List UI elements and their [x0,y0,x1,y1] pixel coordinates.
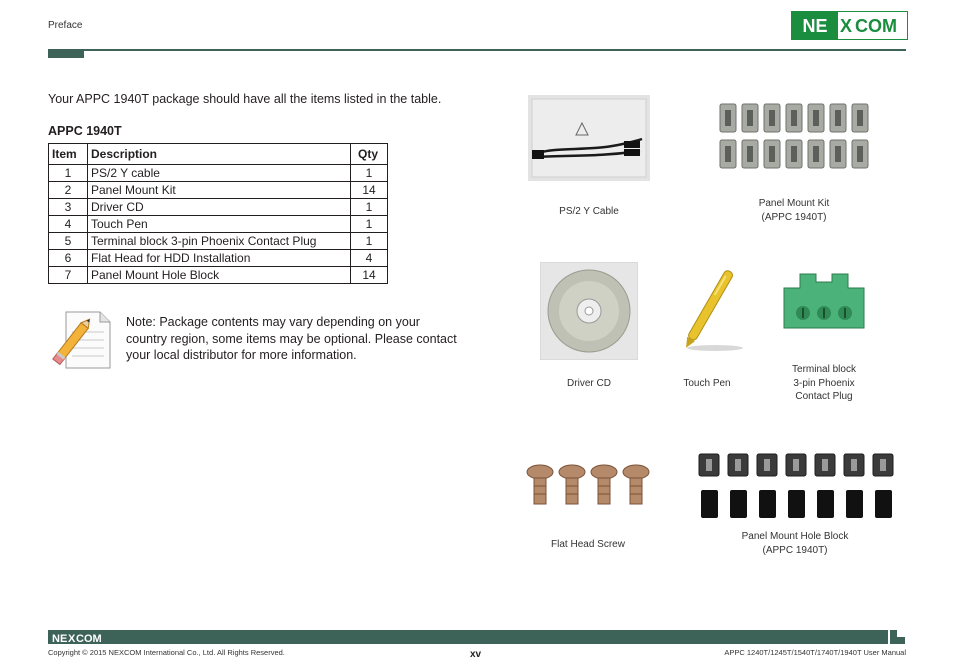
caption-line: Panel Mount Kit [758,198,830,209]
cell-item: 5 [49,233,88,250]
table-title: APPC 1940T [48,124,122,138]
cell-item: 4 [49,216,88,233]
caption-panel-mount-kit [718,197,870,224]
caption-line: Terminal block [792,364,856,375]
cell-description: Panel Mount Hole Block [88,267,351,284]
svg-text:X: X [68,633,76,644]
panel-mount-hole-block-photo [697,452,895,520]
header-rule-block [48,49,84,58]
cell-description: PS/2 Y cable [88,165,351,182]
footer-bar [48,630,888,644]
cell-description: Flat Head for HDD Installation [88,250,351,267]
touch-pen-photo [673,262,745,356]
table-row [49,165,388,182]
table-row [49,199,388,216]
caption-driver-cd: Driver CD [567,378,611,389]
table-row [49,216,388,233]
table-row [49,182,388,199]
caption-line: Contact Plug [795,391,853,402]
table-row [49,267,388,284]
panel-mount-kit-photo [718,100,870,175]
cell-qty: 14 [351,182,388,199]
svg-text:COM: COM [855,16,897,36]
note-text: Note: Package contents may vary depending on your country region, some items may be optional. Please contact your local distributor for more information. [126,315,457,362]
cell-qty: 14 [351,267,388,284]
caption-terminal-block [776,363,872,404]
cell-item: 3 [49,199,88,216]
svg-text:COM: COM [76,633,102,644]
svg-text:X: X [840,16,853,36]
cell-item: 7 [49,267,88,284]
col-item-header: Item [49,144,88,165]
cell-description: Panel Mount Kit [88,182,351,199]
caption-line: (APPC 1940T) [762,544,828,556]
caption-ps2-cable: PS/2 Y Cable [559,206,619,217]
footer-logo [52,631,112,643]
cell-qty: 1 [351,216,388,233]
section-label: Preface [48,20,83,31]
cell-description: Driver CD [88,199,351,216]
manual-title: APPC 1240T/1245T/1540T/1740T/1940T User Manual [724,648,906,657]
footer-corner-mark [890,630,897,637]
cell-item: 6 [49,250,88,267]
caption-touch-pen: Touch Pen [683,378,731,389]
cell-qty: 1 [351,233,388,250]
caption-line: Panel Mount Hole Block [741,531,849,542]
caption-panel-mount-hole-block [702,530,888,557]
notepad-pencil-icon [48,306,114,370]
svg-text:NE: NE [802,16,828,36]
col-qty-header: Qty [351,144,388,165]
ps2-cable-photo [528,95,650,181]
footer-corner-mark [890,637,897,644]
nexcom-logo [791,11,908,40]
flat-head-screw-photo [524,462,656,508]
terminal-block-photo [776,270,872,338]
cell-qty: 1 [351,165,388,182]
footer-corner-mark [897,637,905,644]
package-items-table [48,143,388,284]
col-description-header: Description [88,144,351,165]
cell-description: Touch Pen [88,216,351,233]
cell-qty: 4 [351,250,388,267]
intro-text: Your APPC 1940T package should have all the items listed in the table. [48,92,442,106]
cell-item: 1 [49,165,88,182]
cell-item: 2 [49,182,88,199]
copyright-text: Copyright © 2015 NEXCOM International Co., Ltd. All Rights Reserved. [48,648,285,657]
caption-flat-head-screw: Flat Head Screw [551,539,625,550]
table-row [49,250,388,267]
table-header-row [49,144,388,165]
caption-line: 3-pin Phoenix [793,377,855,389]
cell-description: Terminal block 3-pin Phoenix Contact Plug [88,233,351,250]
page-number: xv [470,649,482,660]
table-row [49,233,388,250]
header-rule [84,49,906,51]
cell-qty: 1 [351,199,388,216]
driver-cd-photo [540,262,638,360]
caption-line: (APPC 1940T) [761,211,827,223]
svg-text:NE: NE [52,633,68,644]
